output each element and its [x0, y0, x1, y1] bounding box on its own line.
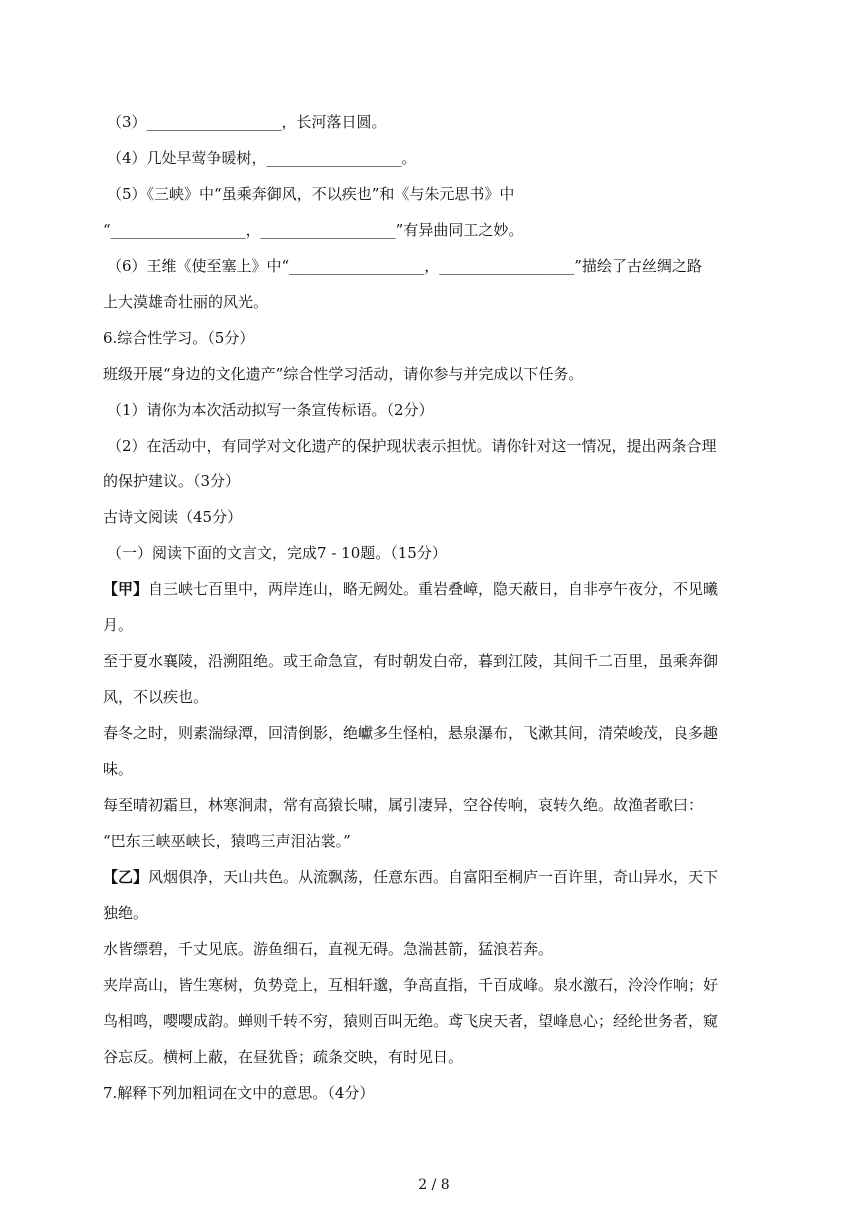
- passage-yi-para-3-end: 谷忘反。横柯上蔽，在昼犹昏；疏条交映，有时见日。: [103, 1048, 464, 1066]
- page-number: 2 / 8: [418, 1177, 450, 1193]
- passage-jia-para-3: 春冬之时，则素湍绿潭，回清倒影，绝巘多生怪柏，悬泉瀑布，飞漱其间，清荣峻茂，良多趣: [103, 724, 719, 742]
- fill-blank-q6-continued: 上大漠雄奇壮丽的风光。: [103, 293, 269, 311]
- passage-jia-marker: 【甲】: [103, 580, 149, 598]
- activity-intro: 班级开展“身边的文化遗产”综合性学习活动，请你参与并完成以下任务。: [103, 365, 584, 383]
- question-7-heading: 7.解释下列加粗词在文中的意思。（4分）: [103, 1084, 375, 1102]
- fill-blank-q6: （6）王维《使至塞上》中“__________________，__________________”描绘了古丝绸之路: [107, 257, 702, 275]
- passage-jia-text: 自三峡七百里中，两岸连山，略无阙处。重岩叠嶂，隐天蔽日，自非亭午夜分，不见曦: [148, 580, 719, 598]
- passage-yi-marker: 【乙】: [103, 868, 149, 886]
- question-6-heading: 6.综合性学习。（5分）: [103, 329, 255, 347]
- passage-jia-song: “巴东三峡巫峡长，猿鸣三声泪沾裳。”: [103, 832, 351, 850]
- task-2: （2）在活动中，有同学对文化遗产的保护现状表示担忧。请你针对这一情况，提出两条合理: [107, 437, 717, 455]
- task-2-continued: 的保护建议。（3分）: [103, 472, 241, 490]
- passage-jia-para-2-continued: 风，不以疾也。: [103, 688, 209, 706]
- passage-jia-para-3-continued: 味。: [103, 760, 134, 778]
- passage-yi-text: 风烟俱净，天山共色。从流飘荡，任意东西。自富阳至桐庐一百许里，奇山异水，天下: [148, 868, 719, 886]
- passage-jia-para-4: 每至晴初霜旦，林寒涧肃，常有高猿长啸，属引凄异，空谷传响，哀转久绝。故渔者歌曰：: [103, 796, 704, 814]
- passage-yi-para-2: 水皆缥碧，千丈见底。游鱼细石，直视无碍。急湍甚箭，猛浪若奔。: [103, 940, 554, 958]
- fill-blank-q3: （3）__________________，长河落日圆。: [107, 113, 387, 131]
- task-1: （1）请你为本次活动拟写一条宣传标语。（2分）: [107, 401, 434, 419]
- passage-jia-line-2: 月。: [103, 616, 134, 634]
- passage-jia-para-2: 至于夏水襄陵，沿溯阻绝。或王命急宣，有时朝发白帝，暮到江陵，其间千二百里，虽乘奔御: [103, 652, 719, 670]
- fill-blank-q5: （5）《三峡》中“虽乘奔御风，不以疾也”和《与朱元思书》中: [107, 185, 515, 203]
- fill-blank-q5-continued: “__________________，__________________”有异曲同工之妙。: [103, 221, 524, 239]
- passage-jia-line-1: [103, 578, 718, 600]
- passage-yi-line-2: 独绝。: [103, 904, 149, 922]
- passage-yi-para-3-continued: 鸟相鸣，嘤嘤成韵。蝉则千转不穷，猿则百叫无绝。鸢飞戾天者，望峰息心；经纶世务者，窥: [103, 1012, 719, 1030]
- passage-yi-line-1: [103, 866, 718, 888]
- fill-blank-q4: （4）几处早莺争暖树，__________________。: [107, 149, 417, 167]
- section-heading-classical: 古诗文阅读（45分）: [103, 508, 243, 526]
- passage-yi-para-3: 夹岸高山，皆生寒树，负势竞上，互相轩邈，争高直指，千百成峰。泉水激石，泠泠作响；好: [103, 976, 719, 994]
- passage-instructions: （一）阅读下面的文言文，完成7 - 10题。（15分）: [107, 544, 447, 562]
